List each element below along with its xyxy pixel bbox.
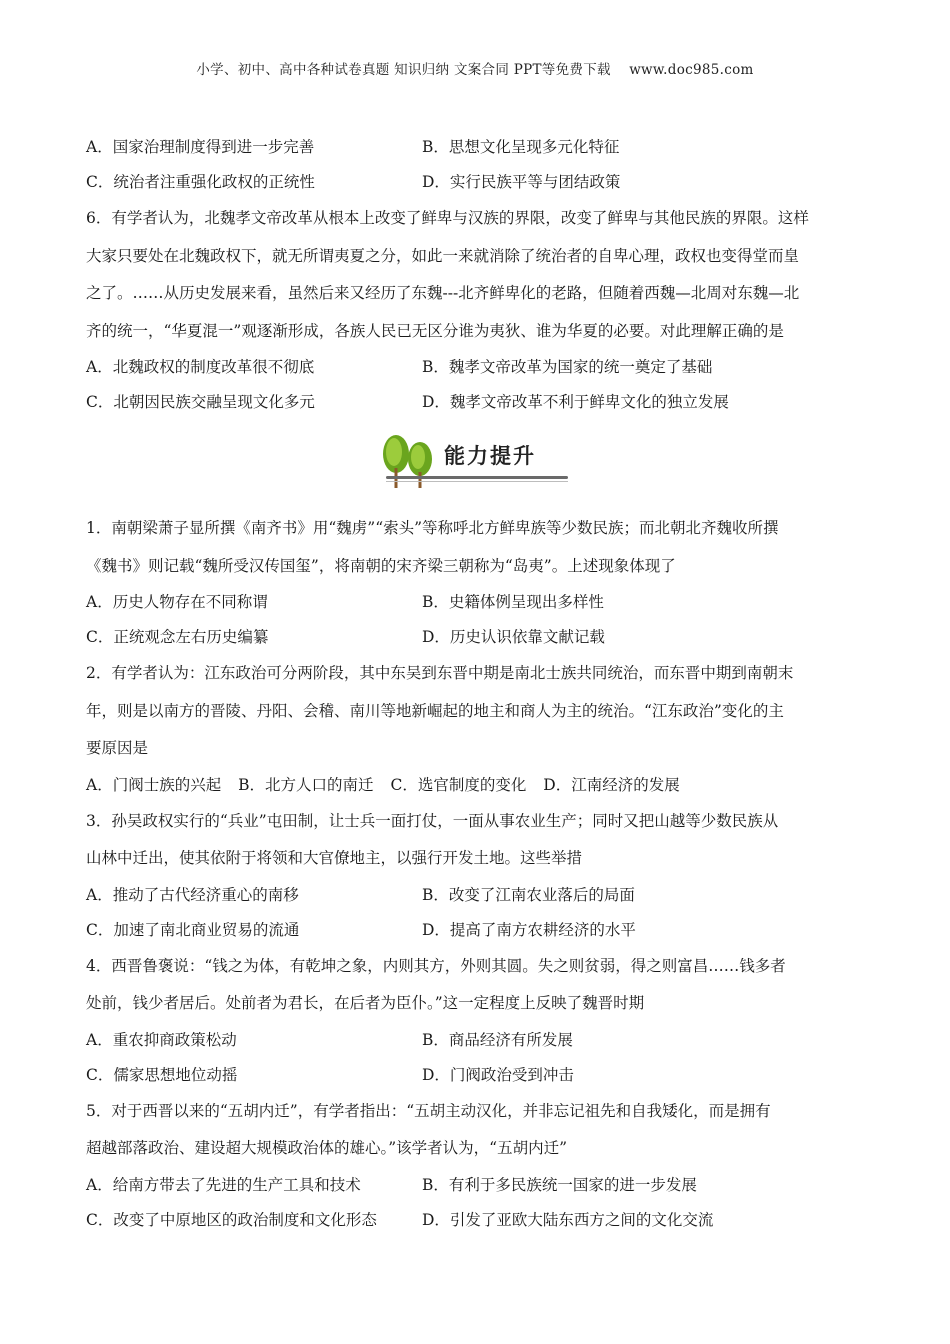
- question-stem-line: 《魏书》则记载“魏所受汉传国玺”，将南朝的宋齐梁三朝称为“岛夷”。上述现象体现了: [86, 556, 676, 575]
- question-4: [86, 948, 876, 1093]
- option-row: [86, 585, 876, 620]
- section-underline-light: [386, 481, 568, 482]
- option-c: C．儒家思想地位动摇: [86, 1065, 238, 1084]
- option-d: D．提高了南方农耕经济的水平: [422, 920, 636, 939]
- question-stem-line: 3．孙吴政权实行的“兵业”屯田制，让士兵一面打仗，一面从事农业生产；同时又把山越等少数民族从: [86, 811, 779, 830]
- question-stem-line: 年，则是以南方的晋陵、丹阳、会稽、南川等地新崛起的地主和商人为主的统治。“江东政治”变化的主: [86, 701, 784, 720]
- question-stem-line: 2．有学者认为：江东政治可分两阶段，其中东吴到东晋中期是南北士族共同统治，而东晋中期到南朝末: [86, 664, 794, 682]
- option-a: A．重农抑商政策松动: [86, 1030, 237, 1049]
- option-row: [86, 768, 876, 803]
- option-row: [86, 1058, 876, 1093]
- option-row: [86, 165, 876, 200]
- question-2: [86, 655, 876, 803]
- option-b: B．魏孝文帝改革为国家的统一奠定了基础: [422, 358, 713, 376]
- option-row: [86, 130, 876, 165]
- option-d: D．引发了亚欧大陆东西方之间的文化交流: [422, 1210, 714, 1229]
- option-b: B．思想文化呈现多元化特征: [422, 138, 620, 156]
- option-b: B．商品经济有所发展: [422, 1030, 573, 1049]
- document-body: [86, 130, 876, 1238]
- option-c: C．北朝因民族交融呈现文化多元: [86, 393, 315, 411]
- question-stem-line: 齐的统一，“华夏混一”观逐渐形成，各族人民已无区分谁为夷狄、谁为华夏的必要。对此理解正确的是: [86, 321, 784, 340]
- tree-icon: [378, 432, 448, 492]
- question-stem-line: 5．对于西晋以来的“五胡内迁”，有学者指出：“五胡主动汉化，并非忘记祖先和自我矮化，而是拥有: [86, 1101, 771, 1120]
- option-row: [86, 1023, 876, 1058]
- question-stem-line: 之了。……从历史发展来看，虽然后来又经历了东魏---北齐鲜卑化的老路，但随着西魏—北周对东魏—北: [86, 284, 800, 302]
- option-b: B．北方人口的南迁: [238, 775, 374, 794]
- option-row: [86, 350, 876, 385]
- question-5: [86, 1093, 876, 1238]
- question-stem-line: 1．南朝梁萧子显所撰《南齐书》用“魏虏”“索头”等称呼北方鲜卑族等少数民族；而北朝北齐魏收所撰: [86, 519, 779, 537]
- question-6: [86, 200, 876, 420]
- option-a: A．国家治理制度得到进一步完善: [86, 138, 315, 156]
- option-a: A．推动了古代经济重心的南移: [86, 885, 299, 904]
- option-row: [86, 913, 876, 948]
- option-a: A．北魏政权的制度改革很不彻底: [86, 358, 315, 376]
- option-c: C．加速了南北商业贸易的流通: [86, 920, 300, 939]
- question-stem-line: 6．有学者认为，北魏孝文帝改革从根本上改变了鲜卑与汉族的界限，改变了鲜卑与其他民族的界限。这样: [86, 209, 809, 227]
- option-a: A．门阀士族的兴起: [86, 775, 222, 794]
- option-d: D．门阀政治受到冲击: [422, 1065, 574, 1084]
- option-row: [86, 878, 876, 913]
- option-b: B．史籍体例呈现出多样性: [422, 593, 604, 611]
- question-stem-line: 山林中迁出，使其依附于将领和大官僚地主，以强行开发土地。这些举措: [86, 849, 583, 867]
- option-c: C．正统观念左右历史编纂: [86, 628, 269, 646]
- option-row: [86, 1168, 876, 1203]
- option-d: D．魏孝文帝改革不利于鲜卑文化的独立发展: [422, 393, 729, 411]
- question-stem-line: 处前，钱少者居后。处前者为君长，在后者为臣仆。”这一定程度上反映了魏晋时期: [86, 994, 645, 1012]
- option-row: [86, 1203, 876, 1238]
- option-b: B．改变了江南农业落后的局面: [422, 885, 635, 904]
- option-a: A．给南方带去了先进的生产工具和技术: [86, 1175, 361, 1194]
- section-underline: [386, 476, 568, 479]
- option-d: D．实行民族平等与团结政策: [422, 173, 621, 191]
- question-stem-line: 要原因是: [86, 739, 149, 757]
- question-stem-line: 超越部落政治、建设超大规模政治体的雄心。”该学者认为，“五胡内迁”: [86, 1139, 568, 1157]
- question-1: [86, 510, 876, 655]
- question-stem-line: 4．西晋鲁褒说：“钱之为体，有乾坤之象，内则其方，外则其圆。失之则贫弱，得之则富昌……钱多者: [86, 956, 786, 975]
- option-c: C．统治者注重强化政权的正统性: [86, 173, 315, 191]
- option-c: C．选官制度的变化: [390, 775, 527, 794]
- page-header-ad: 小学、初中、高中各种试卷真题 知识归纳 文案合同 PPT等免费下载 www.doc985.com: [196, 62, 754, 78]
- option-d: D．历史认识依靠文献记载: [422, 628, 605, 646]
- question-stem-line: 大家只要处在北魏政权下，就无所谓夷夏之分，如此一来就消除了统治者的自卑心理，政权也变得堂而皇: [86, 246, 800, 265]
- option-row: [86, 385, 876, 420]
- section-title: 能力提升: [444, 444, 536, 468]
- option-b: B．有利于多民族统一国家的进一步发展: [422, 1175, 697, 1194]
- option-c: C．改变了中原地区的政治制度和文化形态: [86, 1210, 377, 1229]
- option-d: D．江南经济的发展: [543, 775, 680, 794]
- option-row: [86, 620, 876, 655]
- option-a: A．历史人物存在不同称谓: [86, 593, 268, 611]
- question-3: [86, 803, 876, 948]
- section-banner: [86, 420, 876, 510]
